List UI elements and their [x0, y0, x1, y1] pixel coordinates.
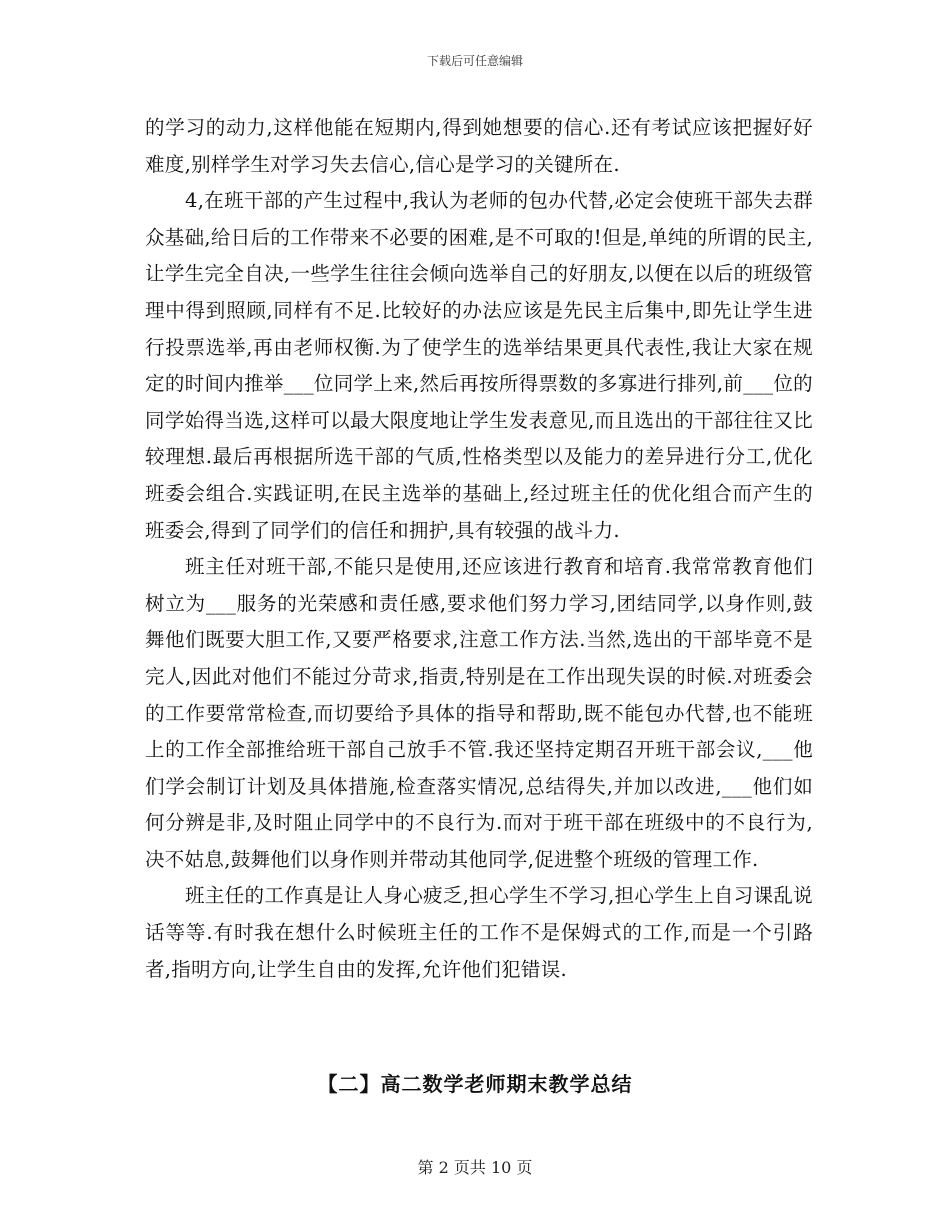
- section-title: 【二】高二数学老师期末教学总结: [317, 1072, 633, 1096]
- paragraph-1: 的学习的动力,这样他能在短期内,得到她想要的信心.还有考试应该把握好好难度,别样学生对学习失去信心,信心是学习的关键所在.: [145, 116, 813, 176]
- page-number: 第 2 页共 10 页: [417, 1158, 533, 1177]
- page-header-note: 下载后可任意编辑: [426, 54, 523, 68]
- paragraph-3: 班主任对班干部,不能只是使用,还应该进行教育和培育.我常常教育他们树立为___服务的光荣感和责任感,要求他们努力学习,团结同学,以身作则,鼓舞他们既要大胆工作,又要严格要求,注意工作方法.当然,选出的干部毕竟不是完人,因此对他们不能过分苛求,指责,特别是在工作出现失误的时候.对班委会的工作要常常检查,而切要给予具体的指导和帮助,既不能包办代替,也不能班上的工作全部推给班干部自己放手不管.我还坚持定期召开班干部会议,___他们学会制订计划及具体措施,检查落实情况,总结得失,并加以改进,___他们如何分辨是非,及时阻止同学中的不良行为.而对于班干部在班级中的不良行为,决不姑息,鼓舞他们以身作则并带动其他同学,促进整个班级的管理工作.: [145, 555, 813, 871]
- document-body: [145, 110, 813, 988]
- paragraph-4: 班主任的工作真是让人身心疲乏,担心学生不学习,担心学生上自习课乱说话等等.有时我在想什么时候班主任的工作不是保姆式的工作,而是一个引路者,指明方向,让学生自由的发挥,允许他们犯错误.: [145, 884, 813, 981]
- paragraph-2: 4,在班干部的产生过程中,我认为老师的包办代替,必定会使班干部失去群众基础,给日后的工作带来不必要的困难,是不可取的!但是,单纯的所谓的民主,让学生完全自决,一些学生往往会倾向选举自己的好朋友,以便在以后的班级管理中得到照顾,同样有不足.比较好的办法应该是先民主后集中,即先让学生进行投票选举,再由老师权衡.为了使学生的选举结果更具代表性,我让大家在规定的时间内推举___位同学上来,然后再按所得票数的多寡进行排列,前___位的同学始得当选,这样可以最大限度地让学生发表意见,而且选出的干部往往又比较理想.最后再根据所选干部的气质,性格类型以及能力的差异进行分工,优化班委会组合.实践证明,在民主选举的基础上,经过班主任的优化组合而产生的班委会,得到了同学们的信任和拥护,具有较强的战斗力.: [145, 189, 813, 542]
